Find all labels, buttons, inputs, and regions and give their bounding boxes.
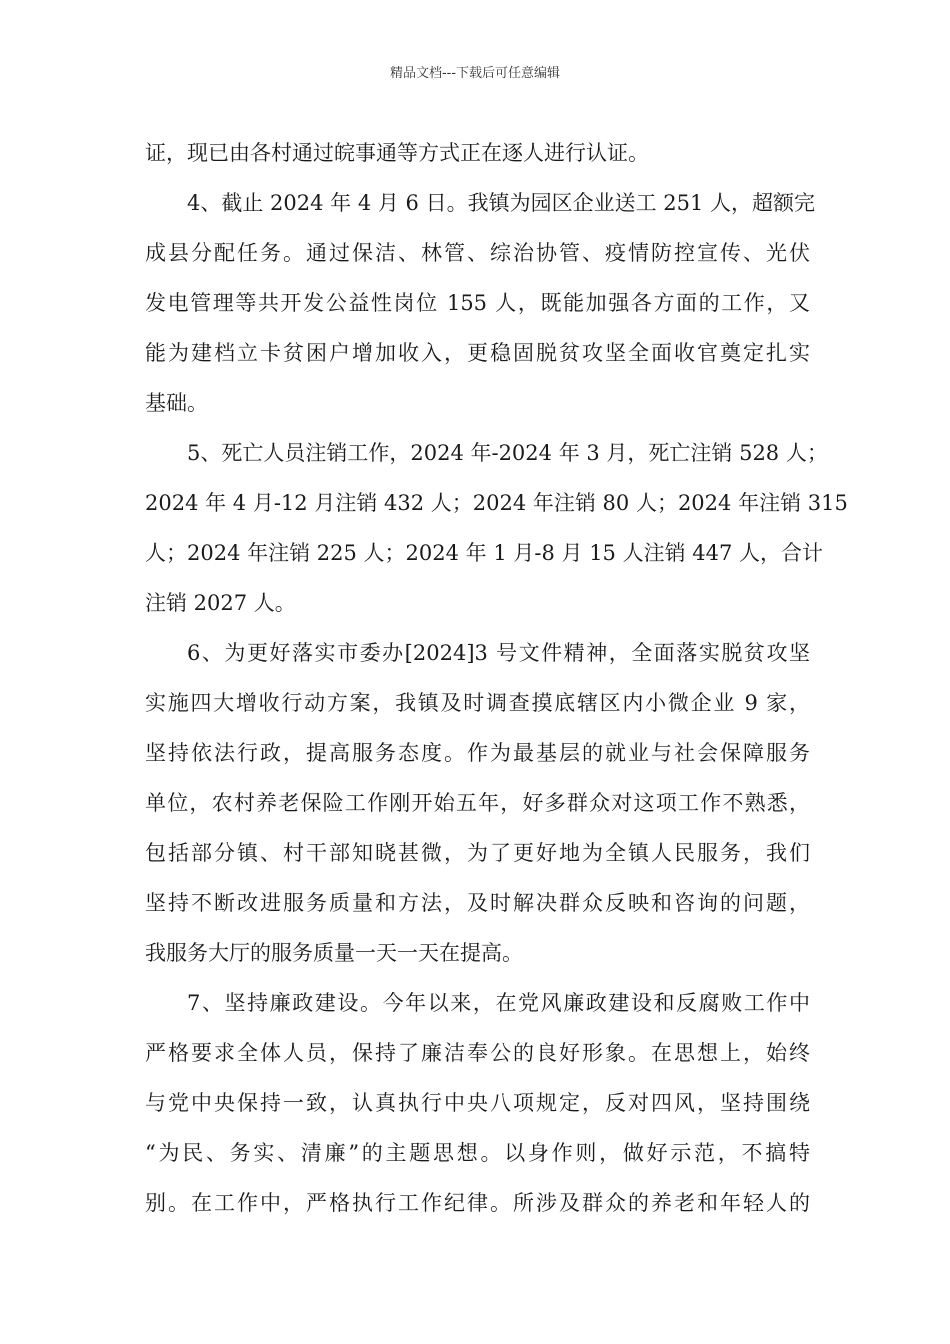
- text-line: “为民、务实、清廉”的主题思想。以身作则，做好示范，不搞特: [145, 1141, 810, 1165]
- text-line: 人；2024 年注销 225 人；2024 年 1 月-8 月 15 人注销 447 人，合计: [145, 541, 824, 565]
- text-line: 我服务大厅的服务质量一天一天在提高。: [145, 941, 523, 965]
- text-line: 别。在工作中，严格执行工作纪律。所涉及群众的养老和年轻人的: [145, 1191, 810, 1215]
- text-line: 实施四大增收行动方案，我镇及时调查摸底辖区内小微企业 9 家，: [145, 691, 810, 715]
- text-line: 基础。: [145, 391, 208, 415]
- text-line: 5、死亡人员注销工作，2024 年-2024 年 3 月，死亡注销 528 人；: [187, 441, 828, 465]
- text-line: 成县分配任务。通过保洁、林管、综治协管、疫情防控宣传、光伏: [145, 241, 810, 265]
- text-line: 7、坚持廉政建设。今年以来，在党风廉政建设和反腐败工作中: [187, 991, 810, 1015]
- text-line: 注销 2027 人。: [145, 591, 296, 615]
- text-line: 证，现已由各村通过皖事通等方式正在逐人进行认证。: [145, 141, 649, 165]
- text-line: 6、为更好落实市委办[2024]3 号文件精神，全面落实脱贫攻坚: [187, 641, 810, 665]
- page-header: 精品文档---下载后可任意编辑: [389, 66, 561, 81]
- text-line: 能为建档立卡贫困户增加收入，更稳固脱贫攻坚全面收官奠定扎实: [145, 341, 810, 365]
- text-line: 严格要求全体人员，保持了廉洁奉公的良好形象。在思想上，始终: [145, 1041, 810, 1065]
- text-line: 包括部分镇、村干部知晓甚微，为了更好地为全镇人民服务，我们: [145, 841, 810, 865]
- text-line: 坚持依法行政，提高服务态度。作为最基层的就业与社会保障服务: [145, 741, 810, 765]
- text-line: 发电管理等共开发公益性岗位 155 人，既能加强各方面的工作，又: [145, 291, 810, 315]
- text-line: 坚持不断改进服务质量和方法，及时解决群众反映和咨询的问题，: [145, 891, 810, 915]
- text-line: 单位，农村养老保险工作刚开始五年，好多群众对这项工作不熟悉，: [145, 791, 810, 815]
- text-line: 4、截止 2024 年 4 月 6 日。我镇为园区企业送工 251 人，超额完: [187, 191, 816, 215]
- text-line: 2024 年 4 月-12 月注销 432 人；2024 年注销 80 人；2024 年注销 315: [145, 491, 848, 515]
- text-line: 与党中央保持一致，认真执行中央八项规定，反对四风，坚持围绕: [145, 1091, 810, 1115]
- document-body: [145, 128, 848, 1228]
